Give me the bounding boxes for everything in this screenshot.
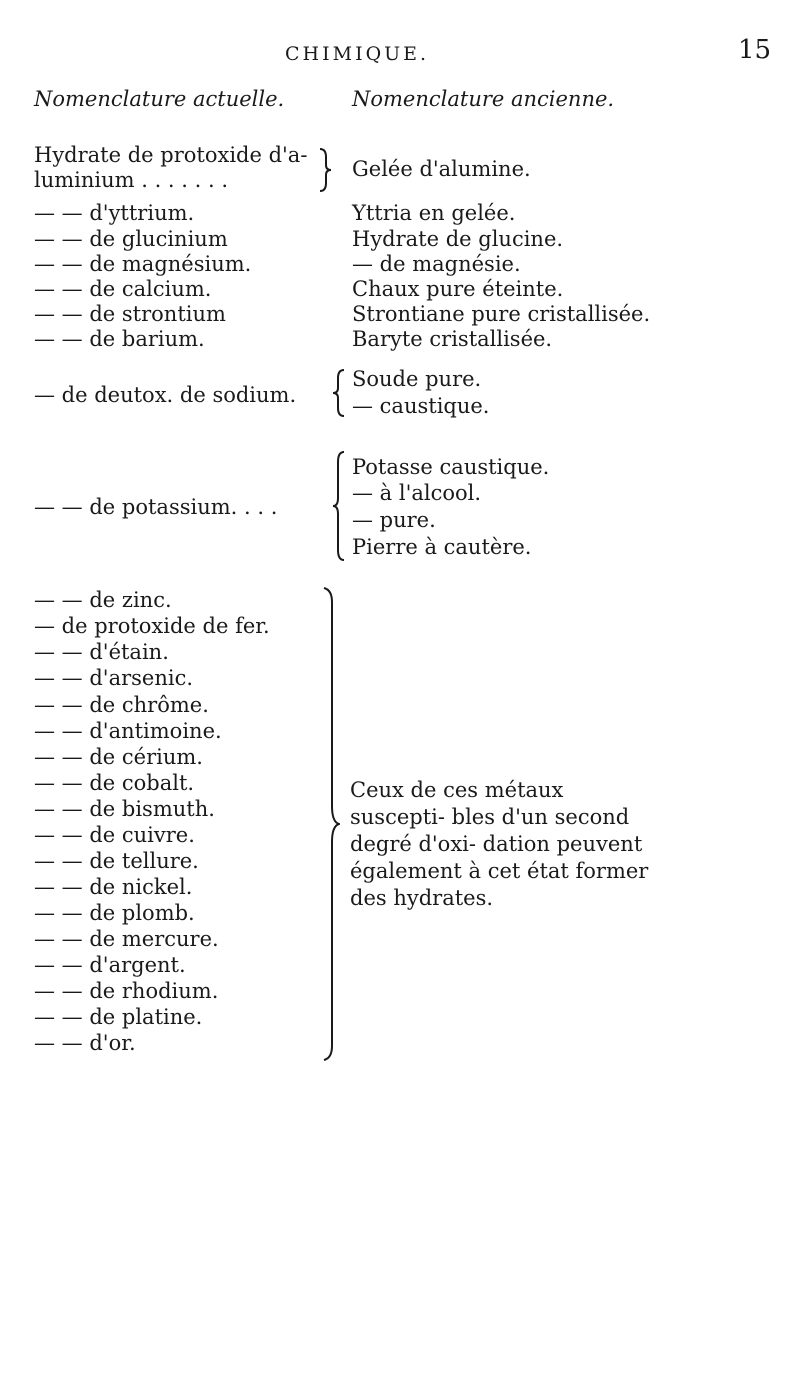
metal-hydrate-line: — — de cobalt. bbox=[34, 771, 195, 795]
metal-hydrate-line: — de protoxide de fer. bbox=[34, 614, 270, 638]
metal-hydrate-line: — — de plomb. bbox=[34, 901, 195, 925]
entry-old-line: — caustique. bbox=[352, 394, 490, 418]
brace-icon bbox=[332, 450, 346, 562]
entry-old-line: — à l'alcool. bbox=[352, 481, 482, 505]
entry-old-line: Pierre à cautère. bbox=[352, 535, 532, 559]
entry-current-line: — — de magnésium. bbox=[34, 252, 252, 276]
entry-current-line: — — de strontium bbox=[34, 302, 226, 326]
brace-icon bbox=[332, 368, 346, 418]
column-title-old: Nomenclature ancienne. bbox=[352, 87, 615, 111]
metal-hydrate-line: — — de bismuth. bbox=[34, 797, 215, 821]
metal-hydrate-line: — — d'or. bbox=[34, 1031, 136, 1055]
entry-old-line: Chaux pure éteinte. bbox=[352, 277, 564, 301]
entry-current-line: Hydrate de protoxide d'a- bbox=[34, 143, 308, 167]
metal-hydrate-line: — — de tellure. bbox=[34, 849, 199, 873]
entry-old-line: Yttria en gelée. bbox=[352, 201, 516, 225]
entry-old-line: Hydrate de glucine. bbox=[352, 227, 564, 251]
metal-hydrate-line: — — d'arsenic. bbox=[34, 666, 194, 690]
metal-hydrate-line: — — de mercure. bbox=[34, 927, 219, 951]
entry-old-line: Baryte cristallisée. bbox=[352, 327, 553, 351]
running-title: CHIMIQUE. bbox=[285, 43, 430, 65]
entry-current-line: — de deutox. de sodium. bbox=[34, 383, 297, 407]
entry-current-line: luminium . . . . . . . bbox=[34, 168, 229, 192]
metal-hydrate-line: — — de platine. bbox=[34, 1005, 203, 1029]
entry-current-line: — — de glucinium bbox=[34, 227, 228, 251]
entry-old-line: — pure. bbox=[352, 508, 436, 532]
column-title-current: Nomenclature actuelle. bbox=[34, 87, 285, 111]
metal-hydrate-line: — — d'étain. bbox=[34, 640, 169, 664]
metal-hydrate-line: — — de cuivre. bbox=[34, 823, 195, 847]
entry-old-line: Gelée d'alumine. bbox=[352, 157, 531, 181]
metal-hydrate-line: — — d'argent. bbox=[34, 953, 186, 977]
metals-note: Ceux de ces métaux suscepti- bles d'un second degré d'oxi- dation peuvent également à cet état former des hydrates. bbox=[350, 778, 649, 910]
metal-hydrate-line: — — de rhodium. bbox=[34, 979, 219, 1003]
brace-icon bbox=[322, 586, 340, 1062]
entry-current-line: — — de calcium. bbox=[34, 277, 212, 301]
metal-hydrate-line: — — d'antimoine. bbox=[34, 719, 222, 743]
brace-icon bbox=[318, 147, 332, 193]
metal-hydrate-line: — — de cérium. bbox=[34, 745, 203, 769]
entry-old-line: Soude pure. bbox=[352, 367, 482, 391]
entry-old-line: Potasse caustique. bbox=[352, 455, 550, 479]
entry-old-line: — de magnésie. bbox=[352, 252, 521, 276]
entry-current-line: — — de potassium. . . . bbox=[34, 495, 278, 519]
entry-old-line: Strontiane pure cristallisée. bbox=[352, 302, 651, 326]
metal-hydrate-line: — — de nickel. bbox=[34, 875, 193, 899]
metal-hydrate-line: — — de zinc. bbox=[34, 588, 172, 612]
entry-current-line: — — de barium. bbox=[34, 327, 205, 351]
page-number: 15 bbox=[738, 35, 772, 65]
metal-hydrate-line: — — de chrôme. bbox=[34, 693, 209, 717]
entry-current-line: — — d'yttrium. bbox=[34, 201, 195, 225]
